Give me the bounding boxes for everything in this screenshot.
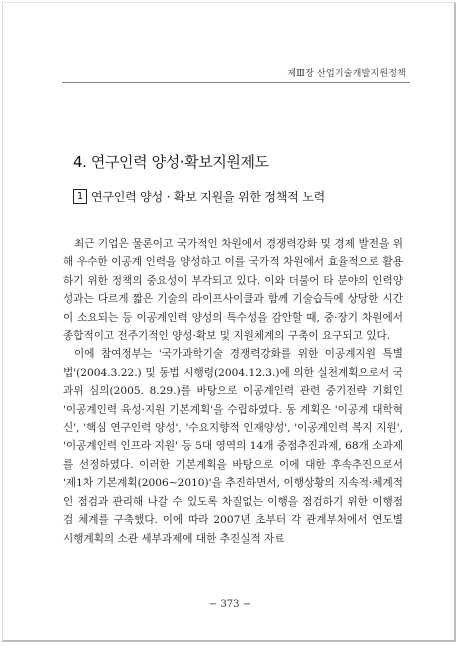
body-text xyxy=(63,235,403,548)
subsection-title: 연구인력 양성 · 확보 지원을 위한 정책적 노력 xyxy=(91,190,325,204)
running-header: 제Ⅲ장 산업기술개발지원정책 xyxy=(287,69,406,79)
page-number: − 373 − xyxy=(208,599,252,610)
subsection-number-box: 1 xyxy=(73,189,87,204)
section-title: 4. 연구인력 양성·확보지원제도 xyxy=(73,153,269,171)
paragraph-1: 최근 기업은 물론이고 국가적인 차원에서 경쟁력강화 및 경제 발전을 위해 우수한 이공계 인력을 양성하고 이를 국가적 차원에서 효율적으로 활용하기 위한 정책의 중요성이 부각되고 있다. 이와 더불어 타 분야의 인력양성과는 다르게 짧은 기술의 라이프사이클과 함께 기술습득에 상당한 시간이 소요되는 등 이공계인력 양성의 특수성을 감안할 때, 중·장기 차원에서 종합적이고 전주기적인 양성·확보 및 지원체계의 구축이 요구되고 있다. xyxy=(63,238,403,343)
header-rule xyxy=(62,82,410,83)
subsection-heading xyxy=(73,188,325,205)
paragraph-2: 이에 참여정부는 '국가과학기술 경쟁력강화를 위한 이공계지원 특별법'(2004.3.22.) 및 동법 시행령(2004.12.3.)에 의한 실천계획으로서 국과위 심의(2005. 8.29.)를 바탕으로 이공계인력 관련 중기전략 기회인 '이공계인력 육성·지원 기본계획'을 수립하였다. 동 계획은 '이공계 대학혁신', '핵심 연구인력 양성', '수요지향적 인재양성', '이공계인력 복지 지원', '이공계인력 인프라 지원' 등 5대 영역의 14개 중점추진과제, 68개 소과제를 선정하였다. 이러한 기본계획을 바탕으로 이에 대한 후속추진으로서 '제1차 기본계획(2006∼2010)'을 추진하면서, 이행상황의 지속적·체계적인 점검과 관리해 나갈 수 있도록 차질없는 이행을 점검하기 위한 이행점검 체계를 구축했다. 이에 따라 2007년 초부터 각 관계부처에서 연도별 시행계획의 소관 세부과제에 대한 추진실적 자료 xyxy=(63,348,403,545)
